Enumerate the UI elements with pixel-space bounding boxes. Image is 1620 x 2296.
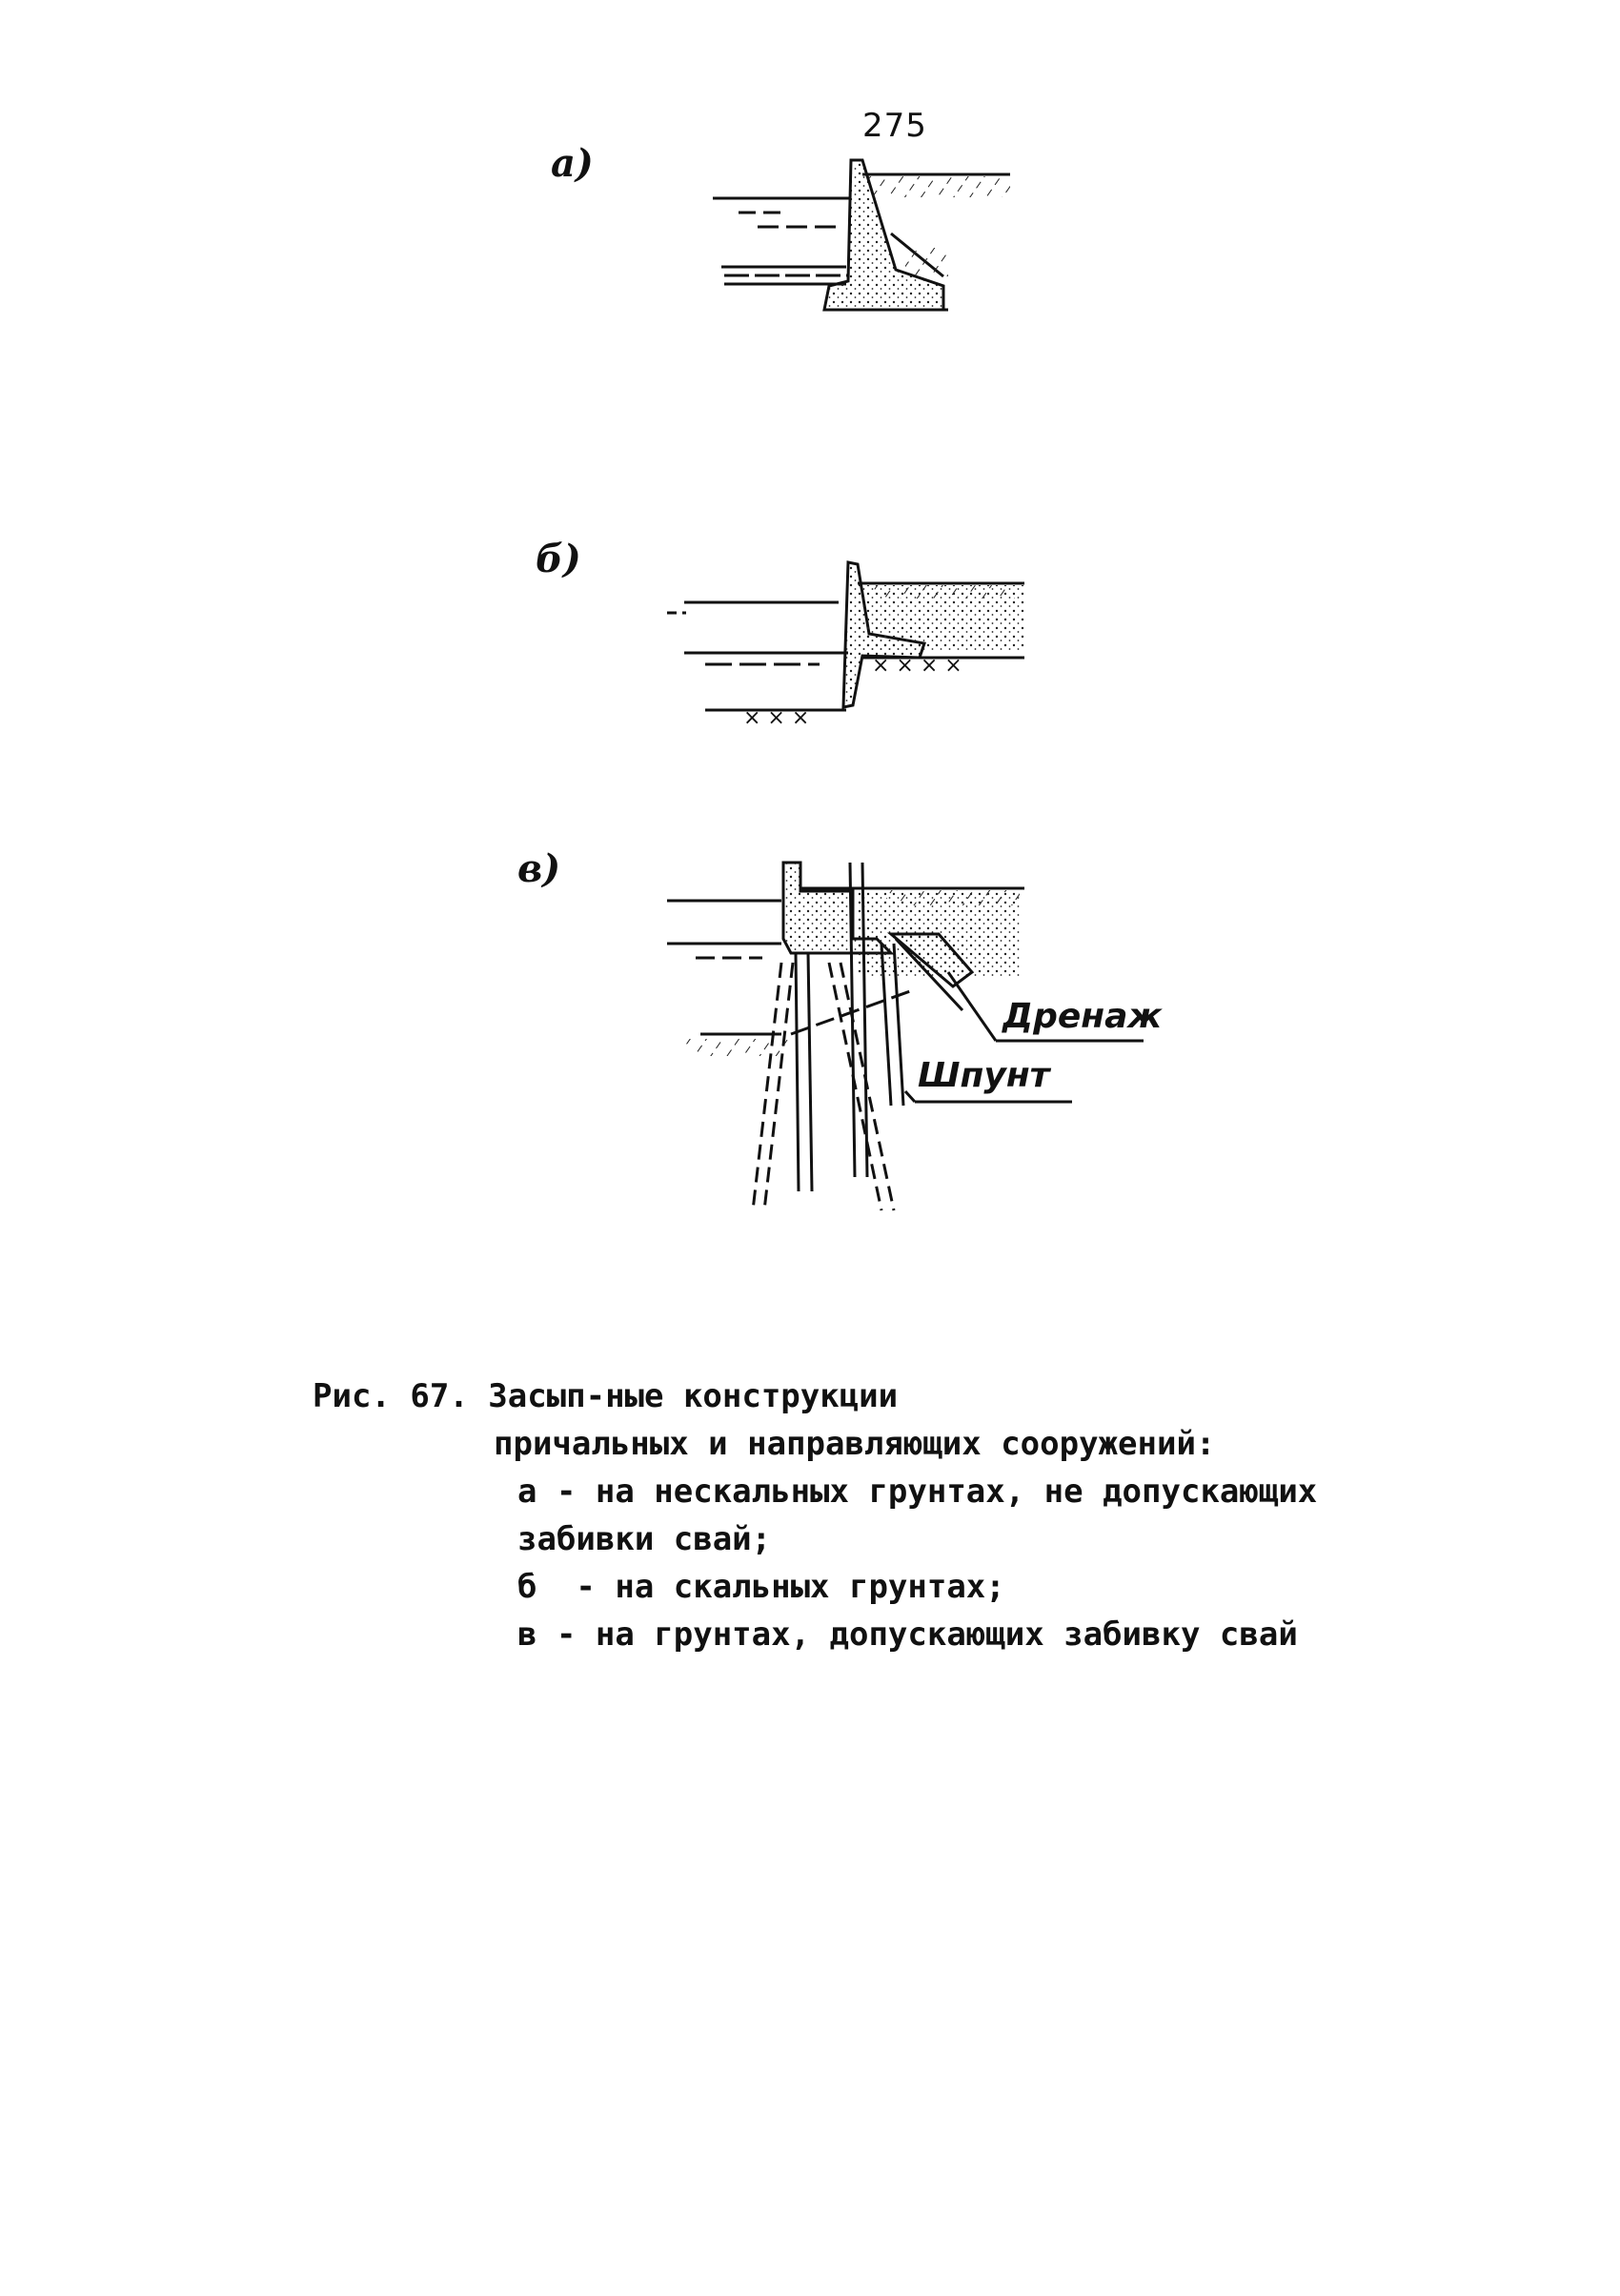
caption-item-a: а - на нескальных грунтах, не допускающих	[517, 1473, 1318, 1511]
caption-item-a-cont: забивки свай;	[517, 1520, 772, 1558]
callout-sheet-pile: Шпунт	[918, 1056, 1050, 1095]
figure-label-c: в)	[517, 846, 561, 891]
figure-caption	[313, 1372, 1317, 1658]
caption-title-line1	[313, 1372, 1317, 1420]
caption-item-c: в - на грунтах, допускающих забивку свай	[517, 1615, 1298, 1654]
figure-label-b: б)	[536, 537, 581, 581]
diagram-b	[667, 562, 1024, 730]
caption-item-b: б - на скальных грунтах;	[517, 1568, 1005, 1606]
caption-prefix: Рис. 67.	[313, 1377, 469, 1415]
svg-text:× × × ×: × × × ×	[872, 654, 962, 678]
caption-title-line2: причальных и направляющих сооружений:	[494, 1425, 1216, 1463]
diagram-a	[713, 160, 1010, 310]
figure-label-a: а)	[551, 141, 594, 186]
diagram-c	[667, 863, 1144, 1210]
callout-drainage: Дренаж	[1002, 997, 1163, 1036]
caption-title-1: Засып-ные конструкции	[488, 1377, 899, 1415]
svg-text:× × ×: × × ×	[743, 706, 810, 730]
page-number: 275	[862, 107, 927, 145]
